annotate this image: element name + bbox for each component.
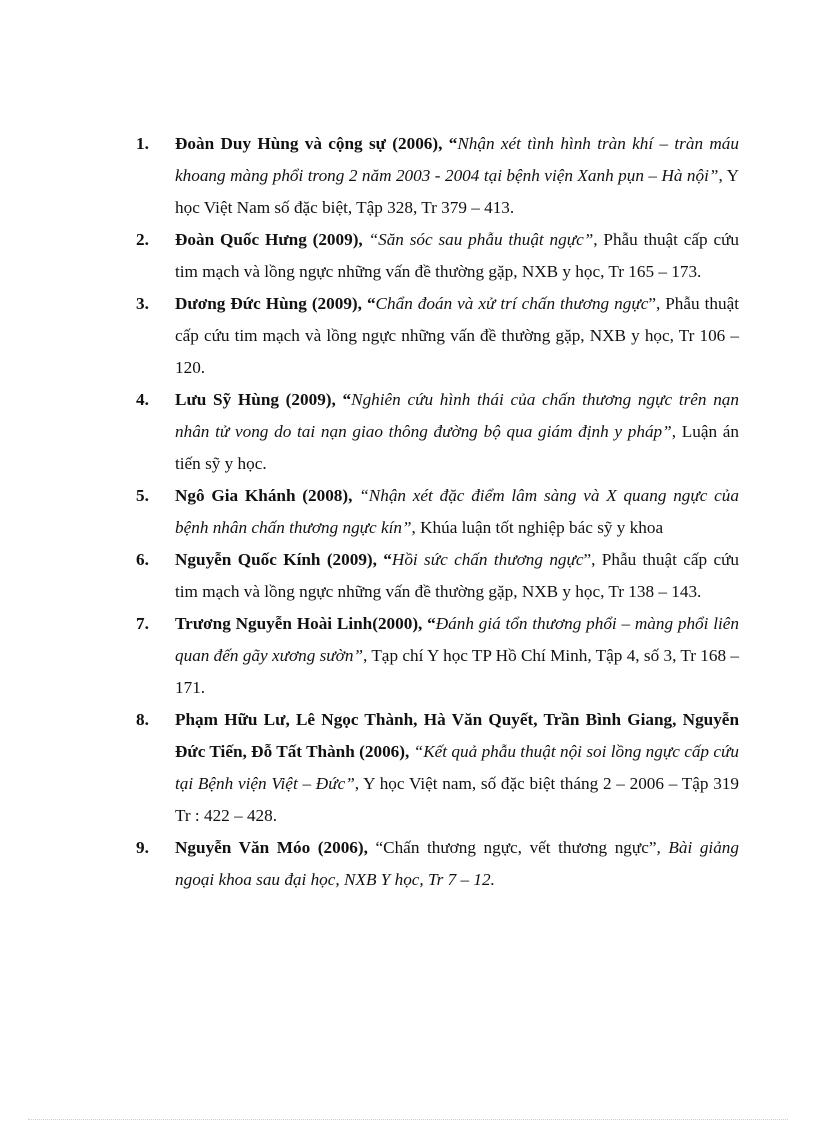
reference-title: “Nhận xét đặc điểm lâm sàng và X quang ngực của bệnh nhân chấn thương ngực kín” xyxy=(175,486,739,537)
reference-number: 8. xyxy=(136,710,149,729)
reference-item xyxy=(136,128,739,224)
reference-title: “Kết quả phẫu thuật nội soi lồng ngực cấp cứu tại Bệnh viện Việt – Đức” xyxy=(175,742,739,793)
reference-item xyxy=(136,480,739,544)
reference-title: Đánh giá tổn thương phổi – màng phổi liên quan đến gãy xương sườn” xyxy=(175,614,739,665)
reference-source: , Y học Việt Nam số đặc biệt, Tập 328, Tr 379 – 413. xyxy=(175,166,740,217)
reference-item xyxy=(136,704,739,832)
reference-authors: Trương Nguyễn Hoài Linh(2000), “ xyxy=(175,614,436,633)
reference-source: , Bài giảng ngoại khoa sau đại học, NXB Y học, Tr 7 – 12. xyxy=(175,838,739,889)
reference-number: 6. xyxy=(136,550,149,569)
reference-source: ”, Phẫu thuật cấp cứu tim mạch và lồng ngực những vấn đề thường gặp, NXB y học, Tr 106 – 120. xyxy=(175,294,739,377)
reference-item xyxy=(136,384,739,480)
reference-number: 1. xyxy=(136,134,149,153)
reference-source: , Luận án tiến sỹ y học. xyxy=(175,422,740,473)
reference-authors: Ngô Gia Khánh (2008), xyxy=(175,486,360,505)
reference-source: ”, Phẫu thuật cấp cứu tim mạch và lồng ngực những vấn đề thường gặp, NXB y học, Tr 138 – 143. xyxy=(175,550,739,601)
reference-item xyxy=(136,544,739,608)
reference-authors: Dương Đức Hùng (2009), “ xyxy=(175,294,376,313)
reference-title: Chẩn đoán và xử trí chấn thương ngực xyxy=(375,294,649,313)
reference-number: 4. xyxy=(136,390,149,409)
reference-item xyxy=(136,832,739,896)
page-bottom-divider xyxy=(28,1119,788,1120)
reference-title: Hồi sức chấn thương ngực xyxy=(391,550,584,569)
reference-number: 2. xyxy=(136,230,149,249)
reference-number: 7. xyxy=(136,614,149,633)
reference-title: Nghiên cứu hình thái của chấn thương ngực trên nạn nhân tử vong do tai nạn giao thông đường bộ qua giám định y pháp” xyxy=(175,390,739,441)
reference-source: , Khúa luận tốt nghiệp bác sỹ y khoa xyxy=(411,518,664,537)
reference-source: , Phẫu thuật cấp cứu tim mạch và lồng ngực những vấn đề thường gặp, NXB y học, Tr 165 – 173. xyxy=(175,230,739,281)
reference-authors: Đoàn Quốc Hưng (2009), xyxy=(175,230,369,249)
reference-source: , Y học Việt nam, số đặc biệt tháng 2 – 2006 – Tập 319 Tr : 422 – 428. xyxy=(175,774,740,825)
reference-authors: Nguyễn Quốc Kính (2009), “ xyxy=(175,550,392,569)
reference-list xyxy=(136,128,739,896)
reference-number: 9. xyxy=(136,838,149,857)
reference-item xyxy=(136,608,739,704)
reference-source: , Tạp chí Y học TP Hồ Chí Minh, Tập 4, số 3, Tr 168 – 171. xyxy=(175,646,739,697)
reference-title: “Săn sóc sau phẫu thuật ngực” xyxy=(368,230,594,249)
reference-number: 3. xyxy=(136,294,149,313)
reference-title: Nhận xét tình hình tràn khí – tràn máu khoang màng phổi trong 2 năm 2003 - 2004 tại bệnh viện Xanh pụn – Hà nội” xyxy=(175,134,739,185)
reference-title: “Chấn thương ngực, vết thương ngực” xyxy=(375,838,657,857)
reference-item xyxy=(136,224,739,288)
reference-authors: Đoàn Duy Hùng và cộng sự (2006), “ xyxy=(175,134,458,153)
reference-authors: Lưu Sỹ Hùng (2009), “ xyxy=(175,390,352,409)
reference-authors: Nguyễn Văn Móo (2006), xyxy=(175,838,376,857)
reference-item xyxy=(136,288,739,384)
reference-number: 5. xyxy=(136,486,149,505)
reference-authors: Phạm Hữu Lư, Lê Ngọc Thành, Hà Văn Quyết, Trần Bình Giang, Nguyễn Đức Tiến, Đỗ Tất Thành (2006), xyxy=(175,710,739,761)
